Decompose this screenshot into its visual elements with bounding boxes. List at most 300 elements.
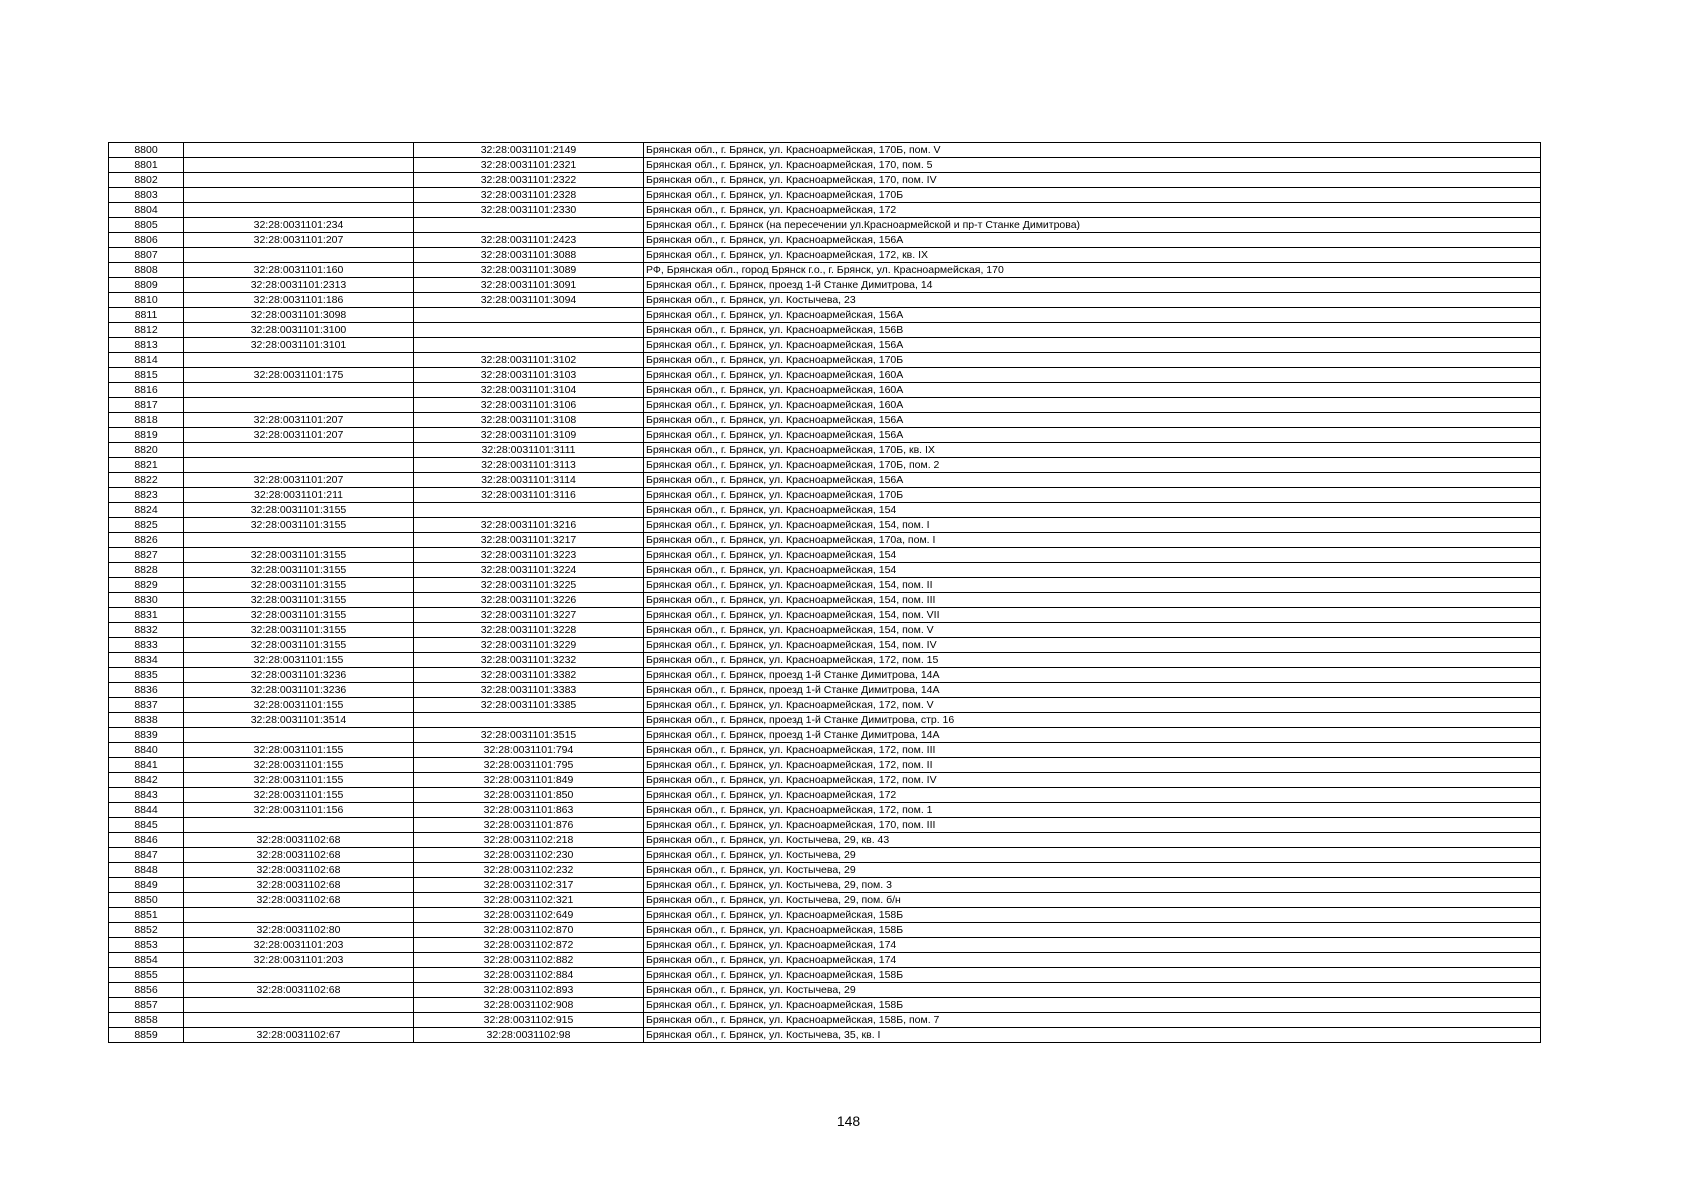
address-cell: Брянская обл., г. Брянск, ул. Красноармейская, 154, пом. IV bbox=[644, 638, 1541, 653]
row-number-cell: 8821 bbox=[109, 458, 184, 473]
table-row bbox=[109, 473, 1541, 488]
object-cadastral-number-cell: 32:28:0031102:872 bbox=[414, 938, 644, 953]
object-cadastral-number-cell: 32:28:0031101:3228 bbox=[414, 623, 644, 638]
row-number-cell: 8818 bbox=[109, 413, 184, 428]
table-row bbox=[109, 788, 1541, 803]
land-cadastral-number-cell bbox=[184, 1013, 414, 1028]
address-cell: Брянская обл., г. Брянск, проезд 1-й Станке Димитрова, 14А bbox=[644, 683, 1541, 698]
object-cadastral-number-cell: 32:28:0031102:893 bbox=[414, 983, 644, 998]
address-cell: Брянская обл., г. Брянск, ул. Красноармейская, 170Б, пом. 2 bbox=[644, 458, 1541, 473]
table-row bbox=[109, 908, 1541, 923]
object-cadastral-number-cell: 32:28:0031101:3111 bbox=[414, 443, 644, 458]
table-row bbox=[109, 863, 1541, 878]
object-cadastral-number-cell: 32:28:0031102:218 bbox=[414, 833, 644, 848]
row-number-cell: 8837 bbox=[109, 698, 184, 713]
row-number-cell: 8857 bbox=[109, 998, 184, 1013]
object-cadastral-number-cell: 32:28:0031101:794 bbox=[414, 743, 644, 758]
table-row bbox=[109, 848, 1541, 863]
land-cadastral-number-cell: 32:28:0031102:68 bbox=[184, 983, 414, 998]
table-row bbox=[109, 773, 1541, 788]
object-cadastral-number-cell: 32:28:0031102:321 bbox=[414, 893, 644, 908]
table-row bbox=[109, 998, 1541, 1013]
land-cadastral-number-cell: 32:28:0031101:156 bbox=[184, 803, 414, 818]
table-row bbox=[109, 353, 1541, 368]
table-row bbox=[109, 698, 1541, 713]
table-row bbox=[109, 623, 1541, 638]
land-cadastral-number-cell bbox=[184, 248, 414, 263]
land-cadastral-number-cell bbox=[184, 443, 414, 458]
table-row bbox=[109, 653, 1541, 668]
table-row bbox=[109, 953, 1541, 968]
address-cell: Брянская обл., г. Брянск, ул. Красноармейская, 158Б, пом. 7 bbox=[644, 1013, 1541, 1028]
object-cadastral-number-cell bbox=[414, 338, 644, 353]
row-number-cell: 8854 bbox=[109, 953, 184, 968]
registry-table bbox=[108, 142, 1541, 1043]
land-cadastral-number-cell: 32:28:0031101:3155 bbox=[184, 563, 414, 578]
address-cell: Брянская обл., г. Брянск, ул. Красноармейская, 160А bbox=[644, 368, 1541, 383]
land-cadastral-number-cell: 32:28:0031102:68 bbox=[184, 893, 414, 908]
land-cadastral-number-cell: 32:28:0031101:3155 bbox=[184, 518, 414, 533]
address-cell: Брянская обл., г. Брянск, ул. Красноармейская, 172, пом. IV bbox=[644, 773, 1541, 788]
object-cadastral-number-cell: 32:28:0031102:232 bbox=[414, 863, 644, 878]
table-row bbox=[109, 968, 1541, 983]
table-row bbox=[109, 923, 1541, 938]
table-row bbox=[109, 203, 1541, 218]
table-row bbox=[109, 263, 1541, 278]
address-cell: Брянская обл., г. Брянск, ул. Красноармейская, 158Б bbox=[644, 923, 1541, 938]
row-number-cell: 8815 bbox=[109, 368, 184, 383]
address-cell: Брянская обл., г. Брянск, ул. Красноармейская, 172, кв. IX bbox=[644, 248, 1541, 263]
object-cadastral-number-cell: 32:28:0031102:882 bbox=[414, 953, 644, 968]
table-row bbox=[109, 293, 1541, 308]
land-cadastral-number-cell: 32:28:0031101:175 bbox=[184, 368, 414, 383]
land-cadastral-number-cell bbox=[184, 158, 414, 173]
table-row bbox=[109, 608, 1541, 623]
land-cadastral-number-cell bbox=[184, 533, 414, 548]
land-cadastral-number-cell: 32:28:0031101:3155 bbox=[184, 578, 414, 593]
address-cell: Брянская обл., г. Брянск, ул. Красноармейская, 172, пом. 15 bbox=[644, 653, 1541, 668]
object-cadastral-number-cell: 32:28:0031101:3104 bbox=[414, 383, 644, 398]
table-row bbox=[109, 143, 1541, 158]
object-cadastral-number-cell: 32:28:0031101:3229 bbox=[414, 638, 644, 653]
row-number-cell: 8845 bbox=[109, 818, 184, 833]
land-cadastral-number-cell: 32:28:0031101:234 bbox=[184, 218, 414, 233]
row-number-cell: 8846 bbox=[109, 833, 184, 848]
table-row bbox=[109, 503, 1541, 518]
address-cell: Брянская обл., г. Брянск, проезд 1-й Станке Димитрова, 14 bbox=[644, 278, 1541, 293]
land-cadastral-number-cell bbox=[184, 728, 414, 743]
address-cell: Брянская обл., г. Брянск, ул. Красноармейская, 158Б bbox=[644, 998, 1541, 1013]
object-cadastral-number-cell: 32:28:0031101:876 bbox=[414, 818, 644, 833]
object-cadastral-number-cell: 32:28:0031101:2322 bbox=[414, 173, 644, 188]
address-cell: Брянская обл., г. Брянск, ул. Костычева, 35, кв. I bbox=[644, 1028, 1541, 1043]
row-number-cell: 8820 bbox=[109, 443, 184, 458]
row-number-cell: 8834 bbox=[109, 653, 184, 668]
object-cadastral-number-cell: 32:28:0031101:3225 bbox=[414, 578, 644, 593]
land-cadastral-number-cell: 32:28:0031101:155 bbox=[184, 773, 414, 788]
table-row bbox=[109, 743, 1541, 758]
table-row bbox=[109, 1028, 1541, 1043]
row-number-cell: 8804 bbox=[109, 203, 184, 218]
address-cell: Брянская обл., г. Брянск, ул. Красноармейская, 172, пом. 1 bbox=[644, 803, 1541, 818]
row-number-cell: 8855 bbox=[109, 968, 184, 983]
row-number-cell: 8822 bbox=[109, 473, 184, 488]
address-cell: Брянская обл., г. Брянск, проезд 1-й Станке Димитрова, 14А bbox=[644, 668, 1541, 683]
table-row bbox=[109, 413, 1541, 428]
row-number-cell: 8830 bbox=[109, 593, 184, 608]
table-row bbox=[109, 668, 1541, 683]
land-cadastral-number-cell: 32:28:0031101:3236 bbox=[184, 683, 414, 698]
table-row bbox=[109, 248, 1541, 263]
row-number-cell: 8800 bbox=[109, 143, 184, 158]
object-cadastral-number-cell bbox=[414, 323, 644, 338]
land-cadastral-number-cell: 32:28:0031101:207 bbox=[184, 428, 414, 443]
object-cadastral-number-cell: 32:28:0031101:3091 bbox=[414, 278, 644, 293]
row-number-cell: 8844 bbox=[109, 803, 184, 818]
table-row bbox=[109, 713, 1541, 728]
table-row bbox=[109, 458, 1541, 473]
row-number-cell: 8806 bbox=[109, 233, 184, 248]
row-number-cell: 8853 bbox=[109, 938, 184, 953]
object-cadastral-number-cell: 32:28:0031101:3383 bbox=[414, 683, 644, 698]
object-cadastral-number-cell bbox=[414, 713, 644, 728]
object-cadastral-number-cell: 32:28:0031102:870 bbox=[414, 923, 644, 938]
row-number-cell: 8836 bbox=[109, 683, 184, 698]
land-cadastral-number-cell: 32:28:0031101:3236 bbox=[184, 668, 414, 683]
row-number-cell: 8807 bbox=[109, 248, 184, 263]
row-number-cell: 8805 bbox=[109, 218, 184, 233]
row-number-cell: 8831 bbox=[109, 608, 184, 623]
object-cadastral-number-cell: 32:28:0031101:3223 bbox=[414, 548, 644, 563]
land-cadastral-number-cell bbox=[184, 968, 414, 983]
object-cadastral-number-cell: 32:28:0031102:230 bbox=[414, 848, 644, 863]
address-cell: Брянская обл., г. Брянск, ул. Красноармейская, 170Б bbox=[644, 488, 1541, 503]
table-row bbox=[109, 758, 1541, 773]
land-cadastral-number-cell: 32:28:0031101:207 bbox=[184, 413, 414, 428]
land-cadastral-number-cell: 32:28:0031102:68 bbox=[184, 833, 414, 848]
row-number-cell: 8847 bbox=[109, 848, 184, 863]
address-cell: Брянская обл., г. Брянск, ул. Костычева, 29 bbox=[644, 848, 1541, 863]
address-cell: Брянская обл., г. Брянск, ул. Костычева, 29 bbox=[644, 983, 1541, 998]
row-number-cell: 8817 bbox=[109, 398, 184, 413]
table-row bbox=[109, 158, 1541, 173]
address-cell: Брянская обл., г. Брянск, ул. Красноармейская, 156А bbox=[644, 473, 1541, 488]
land-cadastral-number-cell: 32:28:0031101:203 bbox=[184, 953, 414, 968]
address-cell: Брянская обл., г. Брянск, ул. Красноармейская, 156А bbox=[644, 308, 1541, 323]
row-number-cell: 8824 bbox=[109, 503, 184, 518]
object-cadastral-number-cell: 32:28:0031102:317 bbox=[414, 878, 644, 893]
row-number-cell: 8833 bbox=[109, 638, 184, 653]
row-number-cell: 8850 bbox=[109, 893, 184, 908]
land-cadastral-number-cell: 32:28:0031101:203 bbox=[184, 938, 414, 953]
table-row bbox=[109, 188, 1541, 203]
row-number-cell: 8835 bbox=[109, 668, 184, 683]
object-cadastral-number-cell: 32:28:0031101:3382 bbox=[414, 668, 644, 683]
table-row bbox=[109, 578, 1541, 593]
land-cadastral-number-cell: 32:28:0031102:68 bbox=[184, 848, 414, 863]
land-cadastral-number-cell bbox=[184, 458, 414, 473]
address-cell: Брянская обл., г. Брянск (на пересечении ул.Красноармейской и пр-т Станке Димитрова) bbox=[644, 218, 1541, 233]
table-row bbox=[109, 398, 1541, 413]
address-cell: Брянская обл., г. Брянск, ул. Красноармейская, 172 bbox=[644, 788, 1541, 803]
land-cadastral-number-cell bbox=[184, 203, 414, 218]
land-cadastral-number-cell: 32:28:0031101:3155 bbox=[184, 638, 414, 653]
land-cadastral-number-cell: 32:28:0031102:80 bbox=[184, 923, 414, 938]
address-cell: Брянская обл., г. Брянск, ул. Красноармейская, 154, пом. V bbox=[644, 623, 1541, 638]
object-cadastral-number-cell bbox=[414, 218, 644, 233]
row-number-cell: 8859 bbox=[109, 1028, 184, 1043]
row-number-cell: 8839 bbox=[109, 728, 184, 743]
address-cell: Брянская обл., г. Брянск, ул. Красноармейская, 156А bbox=[644, 233, 1541, 248]
row-number-cell: 8802 bbox=[109, 173, 184, 188]
address-cell: Брянская обл., г. Брянск, ул. Красноармейская, 156В bbox=[644, 323, 1541, 338]
land-cadastral-number-cell: 32:28:0031101:3155 bbox=[184, 608, 414, 623]
row-number-cell: 8829 bbox=[109, 578, 184, 593]
object-cadastral-number-cell: 32:28:0031101:863 bbox=[414, 803, 644, 818]
land-cadastral-number-cell bbox=[184, 383, 414, 398]
address-cell: Брянская обл., г. Брянск, ул. Красноармейская, 172, пом. II bbox=[644, 758, 1541, 773]
row-number-cell: 8809 bbox=[109, 278, 184, 293]
object-cadastral-number-cell: 32:28:0031102:98 bbox=[414, 1028, 644, 1043]
land-cadastral-number-cell: 32:28:0031101:155 bbox=[184, 743, 414, 758]
object-cadastral-number-cell: 32:28:0031101:3226 bbox=[414, 593, 644, 608]
row-number-cell: 8851 bbox=[109, 908, 184, 923]
land-cadastral-number-cell: 32:28:0031101:3098 bbox=[184, 308, 414, 323]
row-number-cell: 8825 bbox=[109, 518, 184, 533]
row-number-cell: 8827 bbox=[109, 548, 184, 563]
object-cadastral-number-cell: 32:28:0031101:3109 bbox=[414, 428, 644, 443]
row-number-cell: 8803 bbox=[109, 188, 184, 203]
row-number-cell: 8819 bbox=[109, 428, 184, 443]
land-cadastral-number-cell: 32:28:0031101:3514 bbox=[184, 713, 414, 728]
address-cell: Брянская обл., г. Брянск, ул. Красноармейская, 156А bbox=[644, 428, 1541, 443]
address-cell: Брянская обл., г. Брянск, ул. Красноармейская, 158Б bbox=[644, 968, 1541, 983]
address-cell: Брянская обл., г. Брянск, ул. Красноармейская, 156А bbox=[644, 413, 1541, 428]
table-row bbox=[109, 938, 1541, 953]
object-cadastral-number-cell bbox=[414, 308, 644, 323]
object-cadastral-number-cell: 32:28:0031101:3094 bbox=[414, 293, 644, 308]
row-number-cell: 8801 bbox=[109, 158, 184, 173]
address-cell: Брянская обл., г. Брянск, ул. Красноармейская, 154 bbox=[644, 548, 1541, 563]
object-cadastral-number-cell: 32:28:0031101:3103 bbox=[414, 368, 644, 383]
table-row bbox=[109, 593, 1541, 608]
address-cell: Брянская обл., г. Брянск, ул. Красноармейская, 174 bbox=[644, 938, 1541, 953]
address-cell: Брянская обл., г. Брянск, ул. Костычева, 29, пом. б/н bbox=[644, 893, 1541, 908]
land-cadastral-number-cell: 32:28:0031102:67 bbox=[184, 1028, 414, 1043]
land-cadastral-number-cell bbox=[184, 353, 414, 368]
land-cadastral-number-cell: 32:28:0031101:3101 bbox=[184, 338, 414, 353]
row-number-cell: 8811 bbox=[109, 308, 184, 323]
address-cell: Брянская обл., г. Брянск, ул. Красноармейская, 172, пом. V bbox=[644, 698, 1541, 713]
object-cadastral-number-cell: 32:28:0031101:3102 bbox=[414, 353, 644, 368]
address-cell: Брянская обл., г. Брянск, ул. Костычева, 29, кв. 43 bbox=[644, 833, 1541, 848]
table-row bbox=[109, 833, 1541, 848]
table-row bbox=[109, 878, 1541, 893]
land-cadastral-number-cell: 32:28:0031101:160 bbox=[184, 263, 414, 278]
address-cell: Брянская обл., г. Брянск, ул. Красноармейская, 170Б, пом. V bbox=[644, 143, 1541, 158]
land-cadastral-number-cell bbox=[184, 998, 414, 1013]
object-cadastral-number-cell: 32:28:0031101:850 bbox=[414, 788, 644, 803]
row-number-cell: 8849 bbox=[109, 878, 184, 893]
row-number-cell: 8858 bbox=[109, 1013, 184, 1028]
object-cadastral-number-cell: 32:28:0031101:3106 bbox=[414, 398, 644, 413]
object-cadastral-number-cell: 32:28:0031102:649 bbox=[414, 908, 644, 923]
object-cadastral-number-cell: 32:28:0031101:3232 bbox=[414, 653, 644, 668]
land-cadastral-number-cell bbox=[184, 173, 414, 188]
land-cadastral-number-cell bbox=[184, 143, 414, 158]
address-cell: Брянская обл., г. Брянск, ул. Красноармейская, 174 bbox=[644, 953, 1541, 968]
address-cell: Брянская обл., г. Брянск, ул. Красноармейская, 156А bbox=[644, 338, 1541, 353]
address-cell: Брянская обл., г. Брянск, ул. Красноармейская, 170Б bbox=[644, 353, 1541, 368]
table-row bbox=[109, 488, 1541, 503]
land-cadastral-number-cell bbox=[184, 398, 414, 413]
object-cadastral-number-cell: 32:28:0031102:884 bbox=[414, 968, 644, 983]
address-cell: Брянская обл., г. Брянск, ул. Красноармейская, 160А bbox=[644, 398, 1541, 413]
object-cadastral-number-cell: 32:28:0031101:3089 bbox=[414, 263, 644, 278]
table-row bbox=[109, 818, 1541, 833]
address-cell: Брянская обл., г. Брянск, ул. Красноармейская, 154, пом. VII bbox=[644, 608, 1541, 623]
address-cell: Брянская обл., г. Брянск, ул. Красноармейская, 154, пом. I bbox=[644, 518, 1541, 533]
address-cell: Брянская обл., г. Брянск, ул. Костычева, 29 bbox=[644, 863, 1541, 878]
address-cell: Брянская обл., г. Брянск, ул. Красноармейская, 154, пом. II bbox=[644, 578, 1541, 593]
table-row bbox=[109, 533, 1541, 548]
object-cadastral-number-cell: 32:28:0031101:3116 bbox=[414, 488, 644, 503]
address-cell: Брянская обл., г. Брянск, ул. Красноармейская, 170Б bbox=[644, 188, 1541, 203]
row-number-cell: 8843 bbox=[109, 788, 184, 803]
object-cadastral-number-cell: 32:28:0031101:3114 bbox=[414, 473, 644, 488]
object-cadastral-number-cell: 32:28:0031101:849 bbox=[414, 773, 644, 788]
table-row bbox=[109, 383, 1541, 398]
object-cadastral-number-cell: 32:28:0031101:795 bbox=[414, 758, 644, 773]
table-row bbox=[109, 323, 1541, 338]
land-cadastral-number-cell: 32:28:0031101:207 bbox=[184, 473, 414, 488]
object-cadastral-number-cell: 32:28:0031101:3113 bbox=[414, 458, 644, 473]
row-number-cell: 8808 bbox=[109, 263, 184, 278]
table-row bbox=[109, 683, 1541, 698]
address-cell: РФ, Брянская обл., город Брянск г.о., г. Брянск, ул. Красноармейская, 170 bbox=[644, 263, 1541, 278]
land-cadastral-number-cell: 32:28:0031101:3100 bbox=[184, 323, 414, 338]
land-cadastral-number-cell: 32:28:0031101:186 bbox=[184, 293, 414, 308]
table-row bbox=[109, 368, 1541, 383]
row-number-cell: 8816 bbox=[109, 383, 184, 398]
land-cadastral-number-cell bbox=[184, 908, 414, 923]
land-cadastral-number-cell: 32:28:0031101:155 bbox=[184, 698, 414, 713]
row-number-cell: 8823 bbox=[109, 488, 184, 503]
land-cadastral-number-cell bbox=[184, 188, 414, 203]
table-row bbox=[109, 338, 1541, 353]
row-number-cell: 8856 bbox=[109, 983, 184, 998]
table-row bbox=[109, 173, 1541, 188]
address-cell: Брянская обл., г. Брянск, ул. Красноармейская, 154 bbox=[644, 563, 1541, 578]
row-number-cell: 8826 bbox=[109, 533, 184, 548]
address-cell: Брянская обл., г. Брянск, ул. Красноармейская, 154, пом. III bbox=[644, 593, 1541, 608]
address-cell: Брянская обл., г. Брянск, ул. Красноармейская, 170, пом. III bbox=[644, 818, 1541, 833]
row-number-cell: 8812 bbox=[109, 323, 184, 338]
row-number-cell: 8840 bbox=[109, 743, 184, 758]
address-cell: Брянская обл., г. Брянск, проезд 1-й Станке Димитрова, 14А bbox=[644, 728, 1541, 743]
object-cadastral-number-cell: 32:28:0031101:3216 bbox=[414, 518, 644, 533]
address-cell: Брянская обл., г. Брянск, ул. Красноармейская, 170Б, кв. IX bbox=[644, 443, 1541, 458]
land-cadastral-number-cell: 32:28:0031101:155 bbox=[184, 653, 414, 668]
address-cell: Брянская обл., г. Брянск, ул. Красноармейская, 160А bbox=[644, 383, 1541, 398]
table-row bbox=[109, 638, 1541, 653]
registry-table-body bbox=[109, 143, 1541, 1043]
row-number-cell: 8832 bbox=[109, 623, 184, 638]
table-row bbox=[109, 728, 1541, 743]
address-cell: Брянская обл., г. Брянск, ул. Красноармейская, 154 bbox=[644, 503, 1541, 518]
object-cadastral-number-cell: 32:28:0031102:908 bbox=[414, 998, 644, 1013]
row-number-cell: 8841 bbox=[109, 758, 184, 773]
row-number-cell: 8842 bbox=[109, 773, 184, 788]
object-cadastral-number-cell: 32:28:0031101:3108 bbox=[414, 413, 644, 428]
table-row bbox=[109, 893, 1541, 908]
object-cadastral-number-cell: 32:28:0031101:3515 bbox=[414, 728, 644, 743]
land-cadastral-number-cell: 32:28:0031101:3155 bbox=[184, 503, 414, 518]
land-cadastral-number-cell: 32:28:0031101:155 bbox=[184, 758, 414, 773]
table-row bbox=[109, 983, 1541, 998]
address-cell: Брянская обл., г. Брянск, ул. Красноармейская, 170, пом. 5 bbox=[644, 158, 1541, 173]
row-number-cell: 8828 bbox=[109, 563, 184, 578]
address-cell: Брянская обл., г. Брянск, ул. Красноармейская, 158Б bbox=[644, 908, 1541, 923]
land-cadastral-number-cell bbox=[184, 818, 414, 833]
table-row bbox=[109, 563, 1541, 578]
row-number-cell: 8852 bbox=[109, 923, 184, 938]
object-cadastral-number-cell: 32:28:0031101:3227 bbox=[414, 608, 644, 623]
row-number-cell: 8813 bbox=[109, 338, 184, 353]
object-cadastral-number-cell: 32:28:0031101:3217 bbox=[414, 533, 644, 548]
object-cadastral-number-cell: 32:28:0031101:3385 bbox=[414, 698, 644, 713]
row-number-cell: 8814 bbox=[109, 353, 184, 368]
table-row bbox=[109, 1013, 1541, 1028]
object-cadastral-number-cell: 32:28:0031101:2328 bbox=[414, 188, 644, 203]
land-cadastral-number-cell: 32:28:0031101:211 bbox=[184, 488, 414, 503]
object-cadastral-number-cell: 32:28:0031101:3088 bbox=[414, 248, 644, 263]
row-number-cell: 8848 bbox=[109, 863, 184, 878]
land-cadastral-number-cell: 32:28:0031101:3155 bbox=[184, 593, 414, 608]
row-number-cell: 8810 bbox=[109, 293, 184, 308]
page-number: 148 bbox=[836, 1113, 861, 1129]
address-cell: Брянская обл., г. Брянск, проезд 1-й Станке Димитрова, стр. 16 bbox=[644, 713, 1541, 728]
table-row bbox=[109, 308, 1541, 323]
table-row bbox=[109, 443, 1541, 458]
address-cell: Брянская обл., г. Брянск, ул. Красноармейская, 172 bbox=[644, 203, 1541, 218]
table-row bbox=[109, 218, 1541, 233]
land-cadastral-number-cell: 32:28:0031101:2313 bbox=[184, 278, 414, 293]
land-cadastral-number-cell: 32:28:0031101:3155 bbox=[184, 623, 414, 638]
land-cadastral-number-cell: 32:28:0031102:68 bbox=[184, 878, 414, 893]
object-cadastral-number-cell: 32:28:0031101:2149 bbox=[414, 143, 644, 158]
land-cadastral-number-cell: 32:28:0031101:207 bbox=[184, 233, 414, 248]
address-cell: Брянская обл., г. Брянск, ул. Красноармейская, 172, пом. III bbox=[644, 743, 1541, 758]
row-number-cell: 8838 bbox=[109, 713, 184, 728]
object-cadastral-number-cell: 32:28:0031102:915 bbox=[414, 1013, 644, 1028]
table-row bbox=[109, 233, 1541, 248]
table-row bbox=[109, 278, 1541, 293]
address-cell: Брянская обл., г. Брянск, ул. Костычева, 23 bbox=[644, 293, 1541, 308]
address-cell: Брянская обл., г. Брянск, ул. Костычева, 29, пом. 3 bbox=[644, 878, 1541, 893]
object-cadastral-number-cell: 32:28:0031101:2423 bbox=[414, 233, 644, 248]
table-row bbox=[109, 428, 1541, 443]
address-cell: Брянская обл., г. Брянск, ул. Красноармейская, 170а, пом. I bbox=[644, 533, 1541, 548]
object-cadastral-number-cell: 32:28:0031101:2321 bbox=[414, 158, 644, 173]
land-cadastral-number-cell: 32:28:0031102:68 bbox=[184, 863, 414, 878]
land-cadastral-number-cell: 32:28:0031101:155 bbox=[184, 788, 414, 803]
land-cadastral-number-cell: 32:28:0031101:3155 bbox=[184, 548, 414, 563]
object-cadastral-number-cell bbox=[414, 503, 644, 518]
address-cell: Брянская обл., г. Брянск, ул. Красноармейская, 170, пом. IV bbox=[644, 173, 1541, 188]
table-row bbox=[109, 518, 1541, 533]
table-row bbox=[109, 548, 1541, 563]
